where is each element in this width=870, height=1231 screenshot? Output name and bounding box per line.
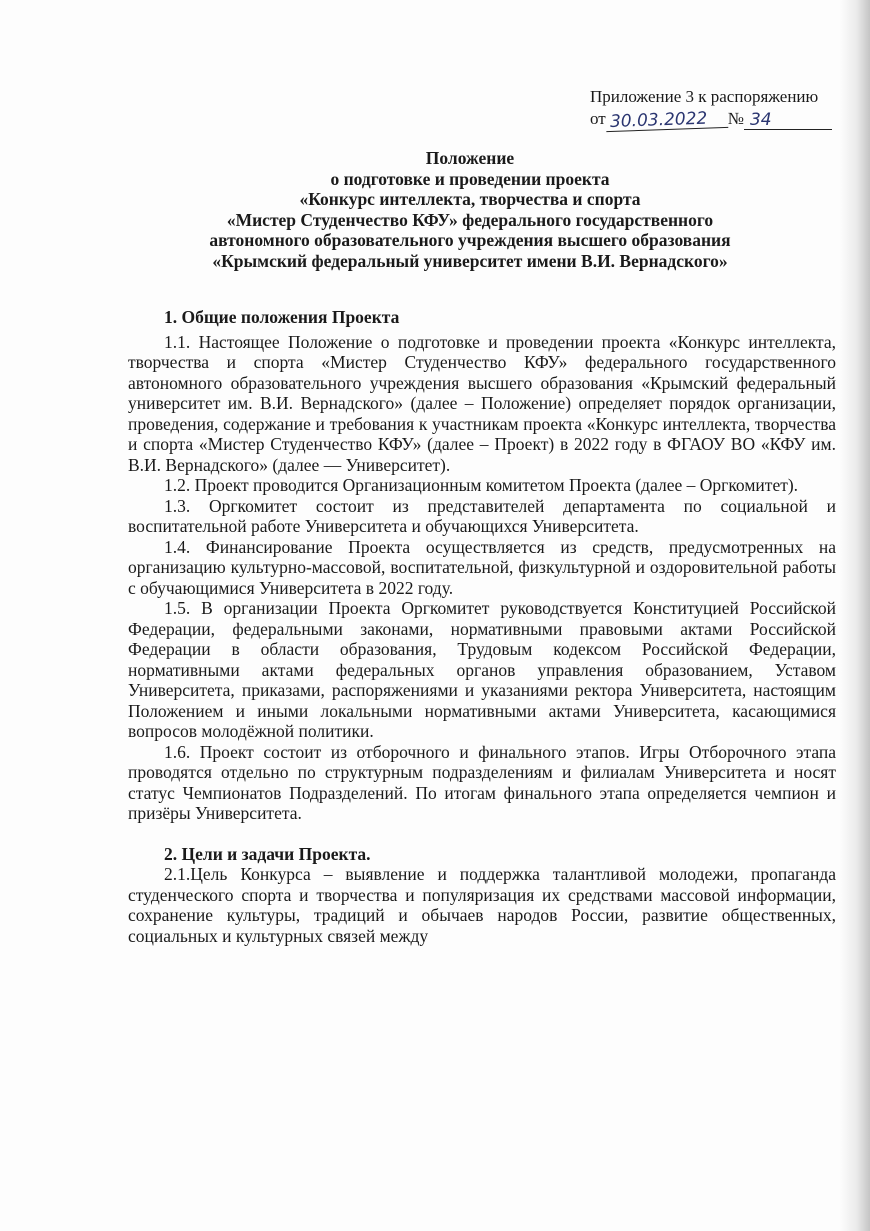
document-title bbox=[170, 148, 770, 271]
document-body bbox=[128, 307, 836, 946]
section-heading: 1. Общие положения Проекта bbox=[164, 307, 400, 327]
paragraph-1-4: 1.4. Финансирование Проекта осуществляется из средств, предусмотренных на организацию культурно-массовой, воспитательной, физкультурной и оздоровительной работы с обучающимися Университета в 2022 году. bbox=[128, 536, 836, 598]
title-line: «Мистер Студенчество КФУ» федерального государственного bbox=[226, 209, 714, 230]
handwritten-date: 30.03.2022 bbox=[605, 109, 728, 132]
title-line: «Крымский федеральный университет имени В.И. Вернадского» bbox=[212, 250, 728, 271]
annex-line: Приложение 3 к распоряжению bbox=[590, 87, 819, 106]
title-line: автономного образовательного учреждения высшего образования bbox=[209, 230, 731, 250]
annex-date-line bbox=[590, 108, 840, 130]
title-line: о подготовке и проведении проекта bbox=[330, 168, 610, 189]
section-heading: 2. Цели и задачи Проекта. bbox=[164, 843, 371, 864]
paragraph-1-2: 1.2. Проект проводится Организационным комитетом Проекта (далее – Оргкомитет). bbox=[164, 475, 799, 495]
paragraph-1-3: 1.3. Оргкомитет состоит из представителей департамента по социальной и воспитательной работе Университета и обучающихся Университета. bbox=[128, 495, 836, 536]
paragraph-1-6: 1.6. Проект состоит из отборочного и финального этапов. Игры Отборочного этапа проводятся отдельно по структурным подразделениям и филиалам Университета и носят статус Чемпионатов Подразделений. По итогам финального этапа определяется чемпион и призёры Университета. bbox=[128, 741, 836, 823]
paragraph-1-1: 1.1. Настоящее Положение о подготовке и проведении проекта «Конкурс интеллекта, творчества и спорта «Мистер Студенчество КФУ» федерального государственного автономного образовательного учреждения высшего образования «Крымский федеральный университет им. В.И. Вернадского» (далее – Положение) определяет порядок организации, проведения, содержание и требования к участникам проекта «Конкурс интеллекта, творчества и спорта «Мистер Студенчество КФУ» (далее – Проект) в 2022 году в ФГАОУ ВО «КФУ им. В.И. Вернадского» (далее — Университет). bbox=[128, 331, 836, 475]
annex-reference bbox=[590, 86, 840, 130]
paragraph-2-1: 2.1.Цель Конкурса – выявление и поддержка талантливой молодежи, пропаганда студенческого спорта и творчества и популяризация их средствами массовой информации, сохранение культуры, традиций и обычаев народов России, развитие общественных, социальных и культурных связей между bbox=[128, 864, 836, 946]
handwritten-number: 34 bbox=[744, 111, 832, 130]
annex-from-prefix: от bbox=[590, 109, 606, 128]
paragraph-1-5: 1.5. В организации Проекта Оргкомитет руководствуется Конституцией Российской Федерации, федеральными законами, нормативными правовыми актами Российской Федерации в области образования, Трудовым кодексом Российской Федерации, нормативными актами федеральных органов управления образованием, Уставом Университета, приказами, распоряжениями и указаниями ректора Университета, настоящим Положением и иными локальными нормативными актами Университета, касающимися вопросов молодёжной политики. bbox=[128, 598, 836, 741]
title-line: «Конкурс интеллекта, творчества и спорта bbox=[299, 189, 641, 209]
title-line: Положение bbox=[425, 148, 515, 168]
scan-edge-shadow bbox=[840, 0, 870, 1231]
number-sign: № bbox=[727, 109, 744, 128]
